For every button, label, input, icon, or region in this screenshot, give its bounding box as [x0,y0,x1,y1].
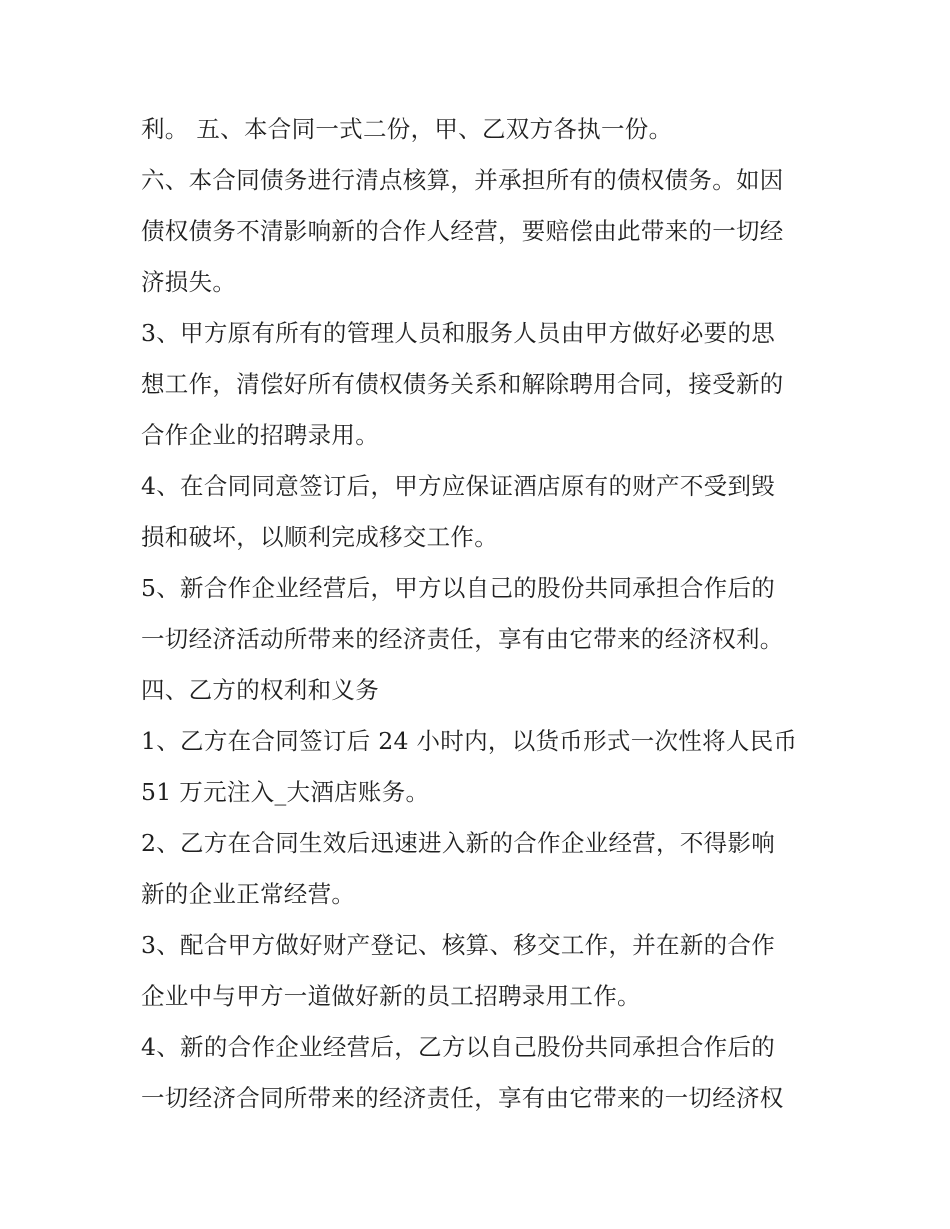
text-line: 2、乙方在合同生效后迅速进入新的合作企业经营，不得影响 [141,829,776,857]
text-line: 3、甲方原有所有的管理人员和服务人员由甲方做好必要的思 [141,319,776,347]
text-line: 4、新的合作企业经营后，乙方以自己股份共同承担合作后的 [141,1033,776,1061]
text-line: 企业中与甲方一道做好新的员工招聘录用工作。 [141,982,641,1010]
text-line: 一切经济合同所带来的经济责任，享有由它带来的一切经济权 [141,1084,784,1112]
document-body [141,104,821,1124]
text-line: 一切经济活动所带来的经济责任，享有由它带来的经济权利。 [141,625,784,653]
text-line: 六、本合同债务进行清点核算，并承担所有的债权债务。如因 [141,166,784,194]
text-line: 利。 五、本合同一式二份，甲、乙双方各执一份。 [141,115,673,143]
text-line: 想工作，清偿好所有债权债务关系和解除聘用合同，接受新的 [141,370,784,398]
text-line: 1、乙方在合同签订后 24 小时内，以货币形式一次性将人民币 [141,727,798,755]
text-line: 合作企业的招聘录用。 [141,421,379,449]
text-line: 新的企业正常经营。 [141,880,356,908]
text-line: 债权债务不清影响新的合作人经营，要赔偿由此带来的一切经 [141,217,784,245]
text-line: 5、新合作企业经营后，甲方以自己的股份共同承担合作后的 [141,574,776,602]
text-line: 3、配合甲方做好财产登记、核算、移交工作，并在新的合作 [141,931,776,959]
section-heading: 四、乙方的权利和义务 [141,676,379,704]
text-line: 4、在合同同意签订后，甲方应保证酒店原有的财产不受到毁 [141,472,776,500]
text-line: 51 万元注入_大酒店账务。 [141,778,430,806]
text-line: 损和破坏，以顺利完成移交工作。 [141,523,498,551]
text-line: 济损失。 [141,268,237,296]
